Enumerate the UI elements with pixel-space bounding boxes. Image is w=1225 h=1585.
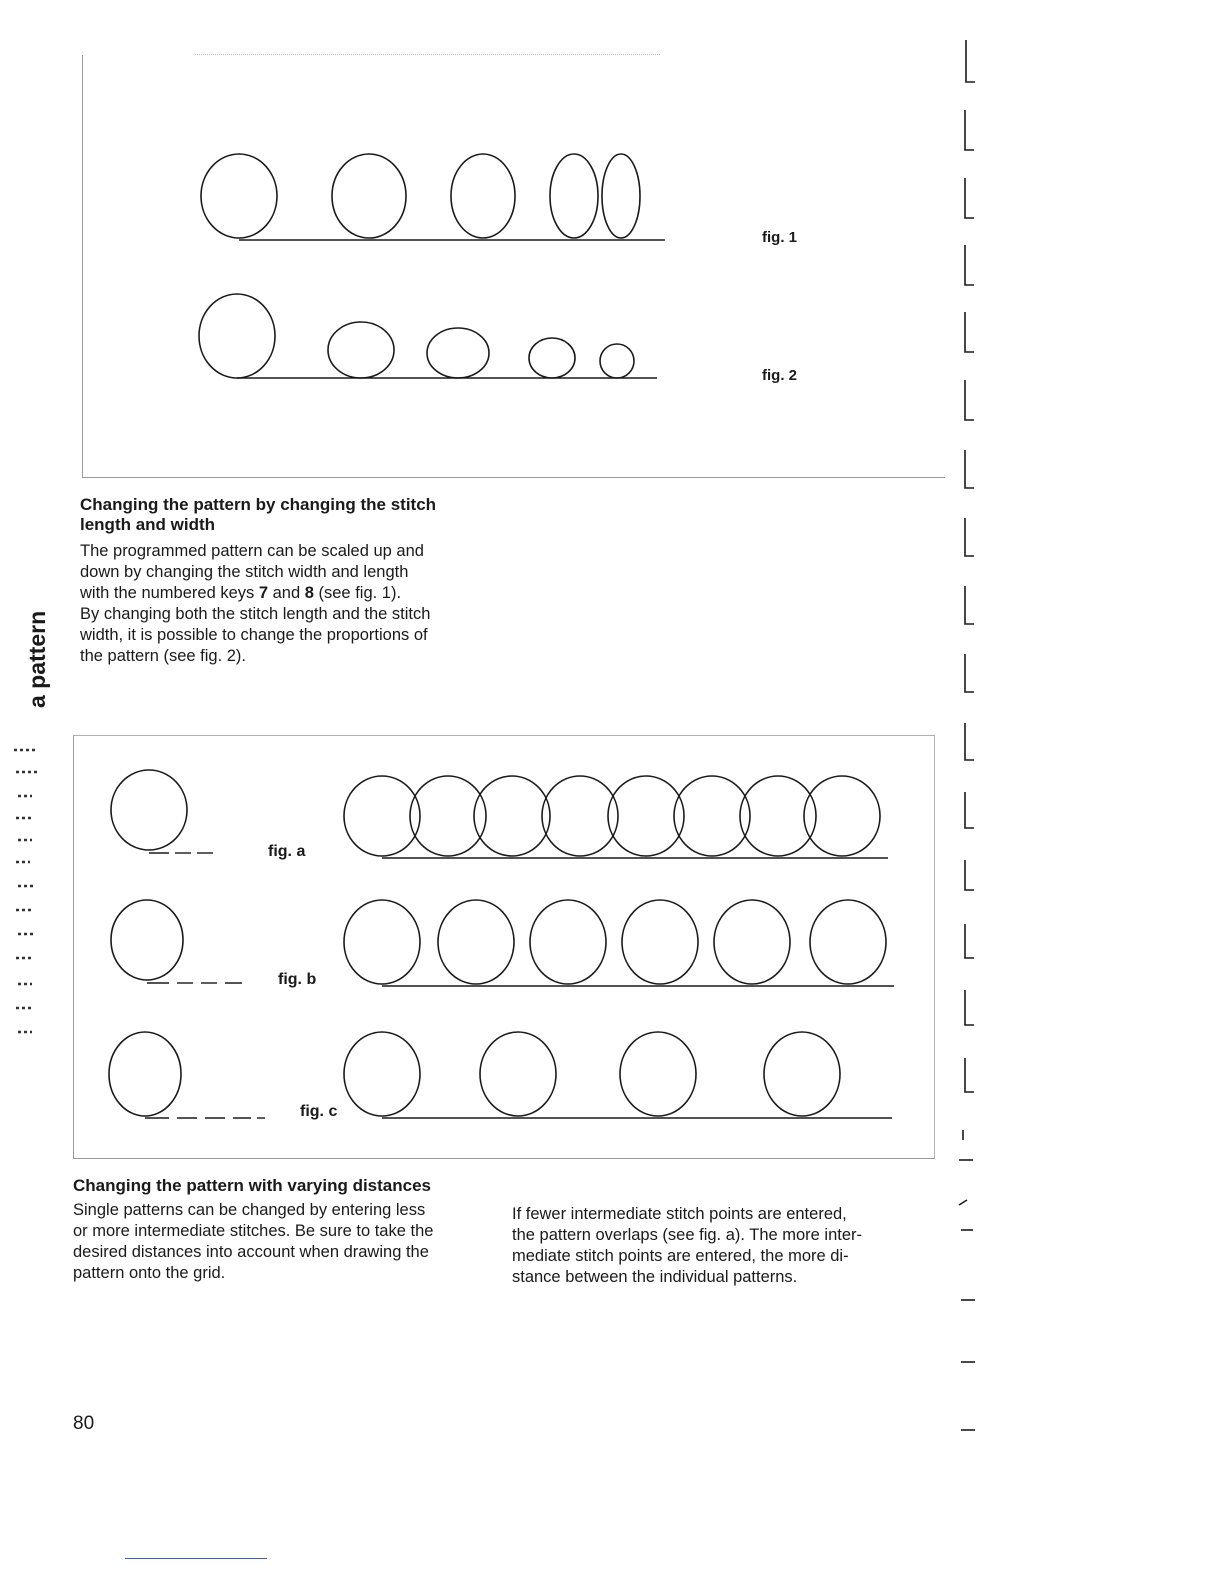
figb-single-pattern <box>105 900 255 990</box>
fig2-label: fig. 2 <box>762 367 798 384</box>
fig2-proportion-ovals <box>195 290 675 390</box>
side-tab-label: a pattern <box>24 610 50 708</box>
fig1-label: fig. 1 <box>762 229 798 246</box>
figa-label: fig. a <box>268 843 306 860</box>
fig2-oval-2 <box>328 322 394 378</box>
section1-paragraph <box>80 541 510 667</box>
section1-line1: The programmed pattern can be scaled up and <box>80 542 424 560</box>
section2-right-paragraph <box>512 1204 932 1288</box>
see-fig1-text: (see fig. 1). <box>313 584 402 602</box>
fig2-oval-3 <box>427 328 489 378</box>
fig1-oval-1 <box>201 154 277 238</box>
section2-left-line1: Single patterns can be changed by entering less <box>73 1201 426 1219</box>
section1-heading-line1: Changing the pattern by changing the stitch <box>80 495 437 514</box>
figb-touching-row <box>340 898 900 993</box>
section1-line6: the pattern (see fig. 2). <box>80 647 247 665</box>
section2-right-line3: mediate stitch points are entered, the more di- <box>512 1247 849 1265</box>
fig1-oval-5 <box>602 154 640 238</box>
section1-line4: By changing both the stitch length and the stitch <box>80 605 431 623</box>
section1-line3-start: with the numbered keys <box>80 584 259 602</box>
page-number: 80 <box>73 1413 95 1434</box>
section1-heading <box>80 495 510 535</box>
left-edge-bleed-marks <box>8 740 68 1050</box>
section2-left-line2: or more intermediate stitches. Be sure to take the <box>73 1222 434 1240</box>
fig2-oval-4 <box>529 338 575 378</box>
section2-left-line3: desired distances into account when drawing the <box>73 1243 429 1261</box>
fig1-oval-3 <box>451 154 515 238</box>
and-text: and <box>268 584 305 602</box>
section1-line5: width, it is possible to change the proportions of <box>80 626 428 644</box>
section2-right-line2: the pattern overlaps (see fig. a). The more inter- <box>512 1226 863 1244</box>
fig2-oval-5 <box>600 344 634 378</box>
fig1-oval-4 <box>550 154 598 238</box>
fig1-scaled-ovals <box>195 150 675 250</box>
figa-overlapping-row <box>340 768 900 863</box>
upper-figure-frame <box>82 55 945 478</box>
section2-right-line1: If fewer intermediate stitch points are entered, <box>512 1205 847 1223</box>
figb-label: fig. b <box>278 971 317 988</box>
figc-spaced-row <box>340 1030 900 1125</box>
section1-heading-line2: length and width <box>80 515 216 534</box>
section2-right-line4: stance between the individual patterns. <box>512 1268 798 1286</box>
section1-line2: down by changing the stitch width and length <box>80 563 409 581</box>
section2-heading: Changing the pattern with varying distances <box>73 1176 431 1195</box>
section2-left-line4: pattern onto the grid. <box>73 1264 226 1282</box>
bottom-edge-rule <box>125 1558 267 1559</box>
section1-line3 <box>80 583 510 604</box>
key-8: 8 <box>304 584 314 602</box>
fig2-oval-1 <box>199 294 275 378</box>
figc-label: fig. c <box>300 1103 338 1120</box>
fig1-oval-2 <box>332 154 406 238</box>
right-edge-binding-marks <box>955 40 995 1440</box>
upper-frame-top-dotted-line <box>195 54 660 55</box>
figa-single-pattern <box>105 770 225 860</box>
figc-single-pattern <box>105 1032 285 1122</box>
section2-left-paragraph <box>73 1200 503 1284</box>
key-7: 7 <box>258 584 269 602</box>
